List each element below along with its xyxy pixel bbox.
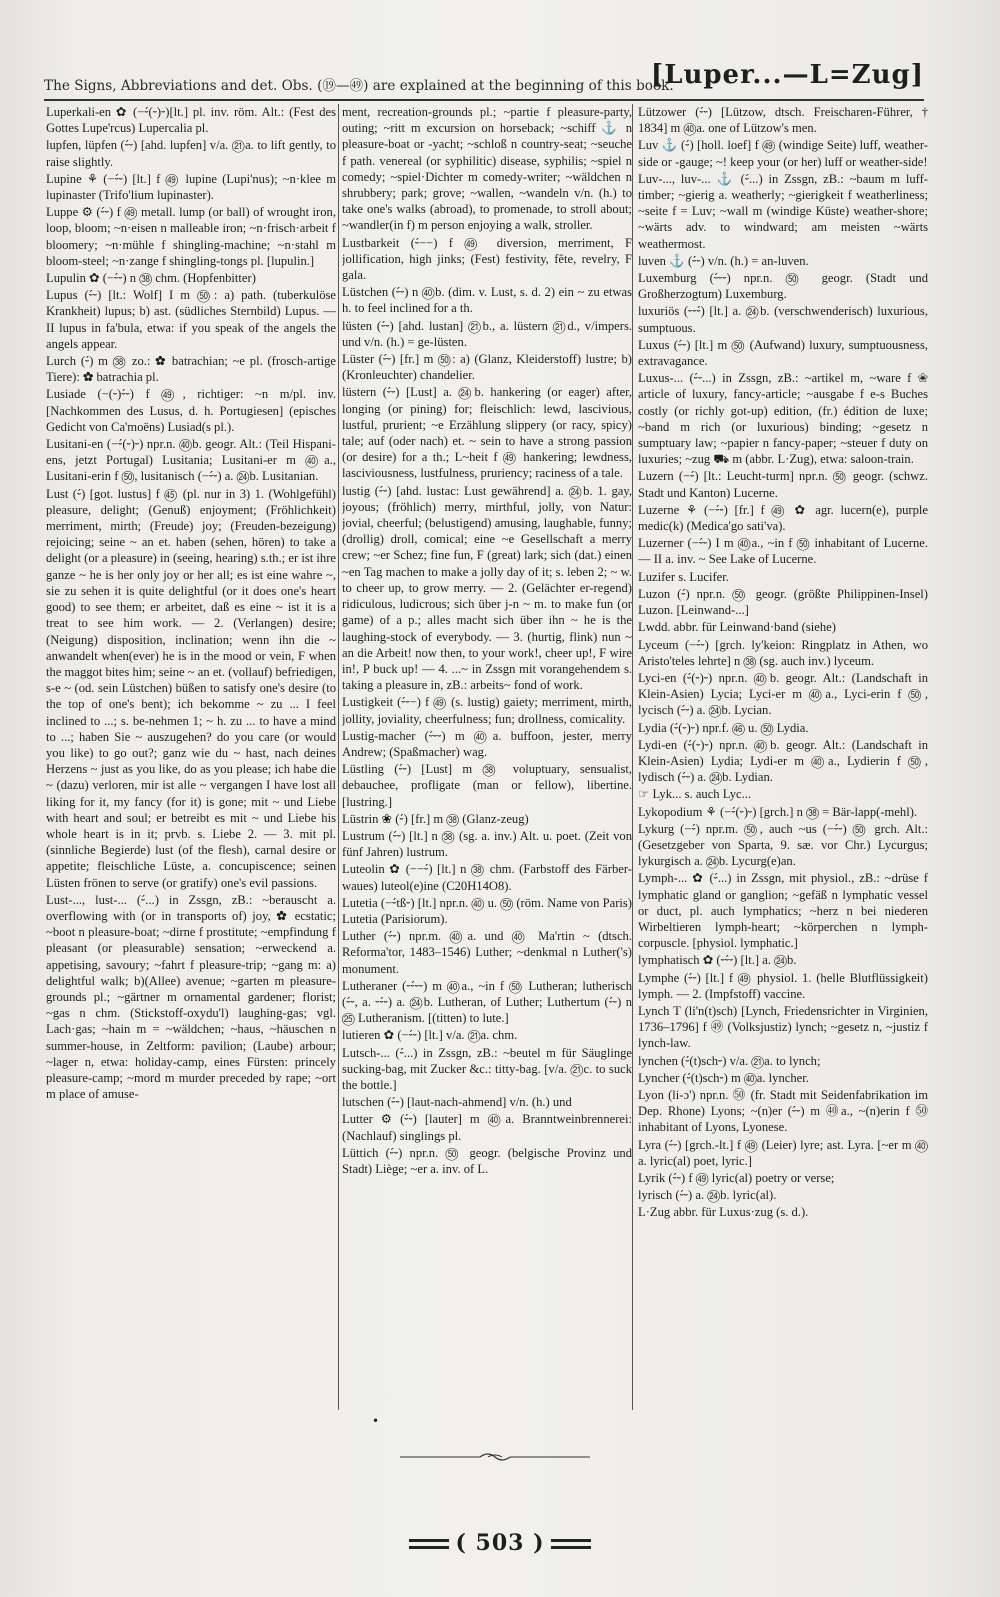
dictionary-entry: Luzifer s. Lucifer.: [638, 569, 729, 584]
dictionary-entry: Lyra (⏑́⏑) [grch.-lt.] f ㊾ (Leier) lyre; ast. Lyra. [~er m ㊵a. lyric(al) poet, lyric.]: [638, 1137, 928, 1168]
column-middle: [342, 104, 632, 1410]
dictionary-entry: Lyceum (−⏑́⏑) [grch. ly'keion: Ringplatz in Athen, wo Aristo'teles lehrte] n ㊳ (sg. auch inv.) lyceum.: [638, 637, 928, 668]
dictionary-entry: Lyon (li-ɔ') npr.n. ㊿ (fr. Stadt mit Seidenfabrikation im Dep. Rhone) Lyons; ~(n)er (⏑́⏑) m ㊵a., ~(n)erin f ㊿ inhabitant of Lyons, Lyonese.: [638, 1087, 928, 1135]
dictionary-entry: Lutheraner (⏑⏑́⏑⏑) m ㊵a., ~in f ㊿ Lutheran; lutherisch (⏑́⏑, a. ⏑⏑́⏑) a. ㉔b. Lutheran, of Luther; Luthertum (⏑́⏑) n ㉕ Lutheranism. [(titten) to lute.]: [342, 978, 632, 1026]
dictionary-entry: lutieren ✿ (−⏑́⏑) [lt.] v/a. ㉑a. chm.: [342, 1028, 518, 1043]
dictionary-entry: lymphatisch ✿ (⏑⏑́⏑) [lt.] a. ㉔b.: [638, 953, 797, 968]
dictionary-entry: Lusitani-en (−⏑́(⏑)⏑) npr.n. ㊵b. geogr. Alt.: (Teil Hispani-ens, jetzt Portugal) Lusitania; Lusitani-er m ㊵a., Lusitani-erin f ㊿, lusitanisch (−⏑́⏑) a. ㉔b. Lusitanian.: [46, 437, 336, 484]
dictionary-entry: Lymphe (⏑́⏑) [lt.] f ㊾ physiol. 1. (helle Blutflüssigkeit) lymph. — 2. (Impfstoff) vaccine.: [638, 970, 928, 1001]
dictionary-entry: Luzerne ⚘ (−⏑́⏑) [fr.] f ㊾ ✿ agr. lucern(e), purple medic(k) (Medica'go sati'va).: [638, 502, 928, 534]
dictionary-entry: Lustrum (⏑́⏑) [lt.] n ㊳ (sg. a. inv.) Alt. u. poet. (Zeit von fünf Jahren) lustrum.: [342, 828, 632, 860]
dictionary-entry: lutschen (⏑́⏑) [laut-nach-ahmend] v/n. (h.) und: [342, 1095, 572, 1110]
dictionary-entry: Luppe ⚙ (⏑́⏑) f ㊾ metall. lump (or ball) of wrought iron, loop, bloom; ~n·eisen n malleable iron; ~n·frisch·arbeit f bloomery; ~n·mühle f shingling-machine; ~n·stahl m bloom-steel; ~n·zange f shingling-tongs pl. [lupulin.]: [46, 205, 336, 268]
dictionary-entry: Luv-..., luv-... ⚓ (⏑́...) in Zssgn, zB.: ~baum m luff-timber; ~gierig a. weatherly; ~gierigkeit f weatherliness; ~seite f = Luv; ~wall m (windige Küste) weather-shore; ~wärts adv. to windward; am meisten ~wärts weathermost.: [638, 171, 928, 251]
dictionary-entry: Luzern (−⏑́) [lt.: Leucht-turm] npr.n. ㊿ geogr. (schwz. Stadt und Kanton) Lucerne.: [638, 469, 928, 500]
guide-words: [Luper...—L=Zug]: [650, 60, 924, 90]
dictionary-entry: Lüstchen (⏑́⏑) n ㊵b. (dim. v. Lust, s. d. 2) ein ~ zu etwas h. to feel inclined for a th.: [342, 285, 632, 316]
page-number: ( 503 ): [455, 1530, 545, 1556]
column-divider: [338, 104, 339, 1410]
dictionary-entry: Lutsch-... (⏑́...) in Zssgn, zB.: ~beutel m für Säuglinge sucking-bag, mit Zucker &c.: titty-bag. [v/a. ㉑c. to suck the bottle.]: [342, 1045, 632, 1092]
dictionary-entry: Lust-..., lust-... (⏑́...) in Zssgn, zB.: ~berauscht a. overflowing with (or in transports of) joy, ✿ ecstatic; ~boot n pleasure-boat; ~dirne f prostitute; ~empfindung f pleasant (or pleasurable) sensation; ~erweckend a. appetising, savoury; ~fahrt f pleasure-trip; ~gang m: a) delightful walk; b)(Allee) avenue; ~garten m pleasure-grounds pl.; ~gärtner m ornamental gardener; florist; ~gas n chm. (Stickstoff-oxydu'l) laughing-gas; vgl. Lach·gas; ~hain m = ~wäldchen; ~haus, ~häuschen n summer-house, in Zeltform: pavilion; (Laube) arbour; ~lager n, etwa: holiday-camp, eines Fürsten: princely pleasure-camp; ~mord m murder preceded by rape; ~ort m place of amuse-: [46, 892, 336, 1102]
dictionary-entry: Luzerner (−⏑́⏑) I m ㊵a., ~in f ㊿ inhabitant of Lucerne. — II a. inv. ~ See Lake of Lucerne.: [638, 536, 928, 567]
dictionary-entry: lyrisch (⏑́⏑) a. ㉔b. lyric(al).: [638, 1188, 777, 1203]
dictionary-entry: Lüttich (⏑́⏑) npr.n. ㊿ geogr. (belgische Provinz und Stadt) Liège; ~er a. inv. of L.: [342, 1145, 632, 1176]
dictionary-entry: Lustig-macher (⏑́⏑⏑) m ㊵a. buffoon, jester, merry Andrew; (Spaßmacher) wag.: [342, 728, 632, 759]
dictionary-entry: Luxemburg (⏑́⏑⏑) npr.n. ㊿ geogr. (Stadt und Großherzogtum) Luxemburg.: [638, 271, 928, 302]
dictionary-entry: Lyrik (⏑́⏑) f ㊾ lyric(al) poetry or verse;: [638, 1171, 835, 1185]
dictionary-entry: Luteolin ✿ (−−⏑́) [lt.] n ㊳ chm. (Farbstoff des Färber-waues) luteol(e)ine (C20H14O8).: [342, 862, 632, 893]
dictionary-entry: lüsten (⏑́⏑) [ahd. lustan] ㉑b., a. lüstern ㉑d., v/impers. und v/n. (h.) = ge-lüsten.: [342, 318, 632, 349]
dictionary-entry: Lymph-... ✿ (⏑́...) in Zssgn, mit physiol., zB.: ~drüse f lymphatic gland or ganglion; ~gefäß n lymphatic vessel or duct, pl. auch lymphatics; ~herz n bei niederen Wirbeltieren lymph-heart; ~körperchen n lymph-corpuscle. [physiol. lymphatic.]: [638, 871, 928, 951]
dictionary-entry: ment, recreation-grounds pl.; ~partie f pleasure-party, outing; ~ritt m excursion on horseback; ~schiff ⚓ n pleasure-boat or -yacht; ~schloß n country-seat; ~seuche f path. venereal (or syphilitic) disease, syphilis; ~spiel n comedy; ~spiel·Dichter m comedy-writer; ~wäldchen n shrubbery; park; grove; ~wallen, ~wandeln v/n. (h.) to take one's walks (abroad), to promenade, to stroll about; ~wandler(in f) m person enjoying a walk, stroller.: [342, 105, 632, 233]
dictionary-entry: Lupus (⏑́⏑) [lt.: Wolf] I m ㊿: a) path. (tuberkulöse Krankheit) lupus; b) ast. (südliches Sternbild) Lupus. — II lupus in fa'bula, etwa: if you speak of the angels the angels appear.: [46, 288, 336, 351]
column-left: [46, 104, 336, 1410]
dictionary-entry: Lüstling (⏑́⏑) [Lust] m ㊳ voluptuary, sensualist, debauchee, profligate (man or fellow), libertine. [lustring.]: [342, 762, 632, 809]
dictionary-entry: Lynch T (li'n(t)sch) [Lynch, Friedensrichter in Virginien, 1736–1796] f ㊾ (Volksjustiz) lynch; ~gesetz n, ~justiz f lynch-law.: [638, 1003, 928, 1051]
dictionary-entry: Lustbarkeit (⏑́−−) f ㊾ diversion, merriment, F jollification, high jinks; (Fest) festivity, fête, revelry, F gala.: [342, 235, 632, 283]
dictionary-entry: Luxus-... (⏑́⏑...) in Zssgn, zB.: ~artikel m, ~ware f ❀ article of luxury, fancy-article; ~ausgabe f e-s Buches costly (or richly got-up) edition, (fr.) édition de luxe; ~band m rich (or luxurious) binding; ~gesetz n sumptuary law; ~papier n fancy-paper; ~steuer f duty on luxuries; ~zug ⛟ m (abbr. L·Zug), etwa: saloon-train.: [638, 371, 928, 467]
dictionary-entry: lustig (⏑́⏑) [ahd. lustac: Lust gewährend] a. ㉔b. 1. gay, joyous; (fröhlich) merry, mirthful, jolly, von Natur: jovial, cheerful; (belustigend) amusing, laughable, funny; (drollig) droll, comical; eine ~e Gesellschaft a merry crew; ~er Schez; fine fun, F (great) lark; sich (dat.) einen ~en Tag machen to make a jolly day of it; s. leben 2; ~ w. to cheer up, to grow merry. — 2. (Gelächter er-regend) ridiculous, ludicrous; sich über j-n ~ m. to make fun (or game) of a p.; alles macht sich über ihn ~ he is the laughing-stock of everybody. — 3. (hurtig, flink) nun ~ an die Arbeit! now then, to your work!, cheer up!, F wire in!, P buck up! — 4. ...~ in Zssgn mit vorangehendem s. taking a pleasure in, zB.: arbeits~ fond of work.: [342, 483, 632, 693]
dictionary-entry: L·Zug abbr. für Luxus·zug (s. d.).: [638, 1205, 809, 1220]
dictionary-entry: Lüstrin ❀ (⏑́) [fr.] m ㊳ (Glanz-zeug): [342, 811, 529, 826]
dictionary-entry: Luther (⏑́⏑) npr.m. ㊵a. und ㊵ Ma'rtin ~ (dtsch. Reforma'tor, 1483–1546) Luther; ~denkmal n Luther('s) monument.: [342, 929, 632, 976]
header-rule: [44, 99, 924, 101]
dictionary-entry: Lupine ⚘ (−⏑́⏑) [lt.] f ㊾ lupine (Lupi'nus); ~n·klee m lupinaster (Trifo'lium lupinaster).: [46, 171, 336, 203]
dictionary-entry: Luxus (⏑́⏑) [lt.] m ㊿ (Aufwand) luxury, sumptuousness, extravagance.: [638, 337, 928, 369]
dictionary-entry: Luzon (⏑́) npr.n. ㊿ geogr. (größte Philippinen-Insel) Luzon. [Leinwand-...]: [638, 586, 928, 618]
dictionary-entry: Lützower (⏑́⏑) [Lützow, dtsch. Freischaren-Führer, † 1834] m ㊵a. one of Lützow's men.: [638, 105, 928, 136]
column-right: [638, 104, 928, 1410]
page-number-footer: [0, 1530, 1000, 1556]
header-note: The Signs, Abbreviations and det. Obs. (⑲—㊾) are explained at the beginning of this book.: [44, 78, 674, 94]
column-divider: [632, 104, 633, 1410]
dictionary-entry: Luv ⚓ (⏑́) [holl. loef] f ㊾ (windige Seite) luff, weather-side or -gauge; ~! keep your (or her) luff or weather-side!: [638, 138, 928, 169]
dictionary-entry: ☞ Lyk... s. auch Lyc...: [638, 787, 752, 802]
dictionary-entry: Luperkali-en ✿ (−⏑́(⏑)⏑)[lt.] pl. inv. röm. Alt.: (Fest des Gottes Lupe'rcus) Lupercalia pl.: [46, 105, 336, 136]
dictionary-entry: Lykopodium ⚘ (−⏑́(⏑)⏑) [grch.] n ㊳ = Bär-lapp(-mehl).: [638, 804, 918, 819]
dictionary-entry: luxuriös (⏑⏑⏑́) [lt.] a. ㉔b. (verschwenderisch) luxurious, sumptuous.: [638, 304, 928, 335]
dictionary-entry: Lydi-en (⏑́(⏑)⏑) npr.n. ㊵b. geogr. Alt.: (Landschaft in Klein-Asien) Lydia; Lydi-er m ㊵a., Lydierin f ㊿, lydisch (⏑́⏑) a. ㉔b. Lydian.: [638, 737, 928, 785]
dictionary-entry: Lykurg (−⏑́) npr.m. ㊿, auch ~us (−⏑́⏑) ㊿ grch. Alt.: (Gesetzgeber von Sparta, 9. sæ. vor Chr.) Lycurgus; lykurgisch a. ㉔b. Lycurg(e)an.: [638, 821, 928, 869]
dictionary-entry: Lyncher (⏑́(t)sch⏑) m ㊵a. lyncher.: [638, 1070, 809, 1085]
dictionary-entry: Lustigkeit (⏑́⏑−) f ㊾ (s. lustig) gaiety; merriment, mirth, jollity, joviality, cheerfulness; fun; drollness, comicality.: [342, 695, 632, 726]
dictionary-entry: Lydia (⏑́(⏑)⏑) npr.f. ㊻ u. ㊿ Lydia.: [638, 720, 809, 735]
footer-bar-right: [551, 1539, 591, 1549]
dictionary-entry: Lurch (⏑́) m ㊳ zo.: ✿ batrachian; ~e pl. (frosch-artige Tiere): ✿ batrachia pl.: [46, 354, 336, 385]
page-header: [44, 60, 924, 98]
dictionary-entry: lüstern (⏑́⏑) [Lust] a. ㉔b. hankering (or eager) after, longing (or pining) for; fleischlich: lewd, lascivious, lustful, prurient; ~e Erzählung slippery (or racy, spicy) tale; auf (oder nach) et. ~ sein to have a strong passion (or desire) for a th.; L~heit f ㊾ hankering; lewdness, lasciviousness, lustfulness, pruriency; raciness of a tale.: [342, 385, 632, 481]
end-dot: •: [372, 1414, 380, 1428]
dictionary-entry: luven ⚓ (⏑́⏑) v/n. (h.) = an-luven.: [638, 253, 809, 268]
dictionary-entry: Lupulin ✿ (−⏑́⏑) n ㊳ chm. (Hopfenbitter): [46, 271, 256, 286]
dictionary-entry: Lutetia (−⏑́tß⏑) [lt.] npr.n. ㊵ u. ㊿ (röm. Name von Paris) Lutetia (Parisiorum).: [342, 895, 632, 926]
dictionary-entry: Lyci-en (⏑́(⏑)⏑) npr.n. ㊵b. geogr. Alt.: (Landschaft in Klein-Asien) Lycia; Lyci-er m ㊵a., Lyci-erin f ㊿, lycisch (⏑́⏑) a. ㉔b. Lycian.: [638, 670, 928, 718]
dictionary-entry: Lusiade (−(⏑)⏑́⏑) f ㊾, richtiger: ~n m/pl. inv. [Nachkommen des Lusus, d. h. Portugiesen] (episches Gedicht von Ca'moëns) Lusiad(s pl.).: [46, 387, 336, 434]
dictionary-entry: Lutter ⚙ (⏑́⏑) [lauter] m ㊵a. Branntweinbrennerei: (Nachlauf) singlings pl.: [342, 1112, 632, 1143]
dictionary-entry: Lwdd. abbr. für Leinwand·band (siehe): [638, 620, 836, 635]
dictionary-entry: lupfen, lüpfen (⏑́⏑) [ahd. lupfen] v/a. ㉑a. to lift gently, to raise slightly.: [46, 138, 336, 169]
footer-bar-left: [409, 1539, 449, 1549]
dictionary-entry: lynchen (⏑́(t)sch⏑) v/a. ㉑a. to lynch;: [638, 1053, 821, 1068]
dictionary-entry: Lüster (⏑́⏑) [fr.] m ㊿: a) (Glanz, Kleiderstoff) lustre; b) (Kronleuchter) chandelier.: [342, 352, 632, 383]
end-ornament: [400, 1450, 590, 1464]
dictionary-entry: Lust (⏑́) [got. lustus] f ㊺ (pl. nur in 3) 1. (Wohlgefühl) pleasure, delight; (Genuß) enjoyment; (Fröhlichkeit) merriment, mirth; (Freude) joy; (Freuden-bezeigung) rejoicing; seine ~ an et. haben (sehen, hören) to take a delight (or a pleasure) in (seeing, hearing) s.th.; er ist ihre ganze ~ he is her only joy or her all; es ist eine wahre ~, sie zu sehen it is quite delightful (or it does one's heart good) to see them; er arbeitet, daß es eine ~ ist it is a treat to see him work. — 2. (Verlangen) desire; (Neigung) disposition, inclination; wenn ihn die ~ anwandelt when(ever) he is in the mood or vein, F when the maggot bites him; seine ~ an et. (vollauf) befriedigen, s-e ~ (od. sein Lüstchen) büßen to satisfy one's desire (to the top of one's bent); ich bekomme ~ zu ... I feel inclined to ...; s. be-nehmen 1; ~ h. zu ... to have a mind to ...; haben Sie ~ auszugehen? do you care (or would you like) to go out?; ganz wie du ~ hast, nach deines Herzens ~ just as you like, do as you please; ich habe die ~ (dazu) verloren, mir ist alle ~ vergangen I have lost all liking for it, my fancy (for it) is gone; mit ~ und Liebe with heart and soul; er betreibt es mit ~ und Liebe his whole heart is in it; prvb. s. Liebe 2. — 3. mit pl. (sinnliche Begierde) lust (of the flesh), carnal desire or appetite; fleischliche Lüste, a. concupiscence; seinen Lüsten frönen to serve (or gratify) one's evil passions.: [46, 486, 336, 890]
